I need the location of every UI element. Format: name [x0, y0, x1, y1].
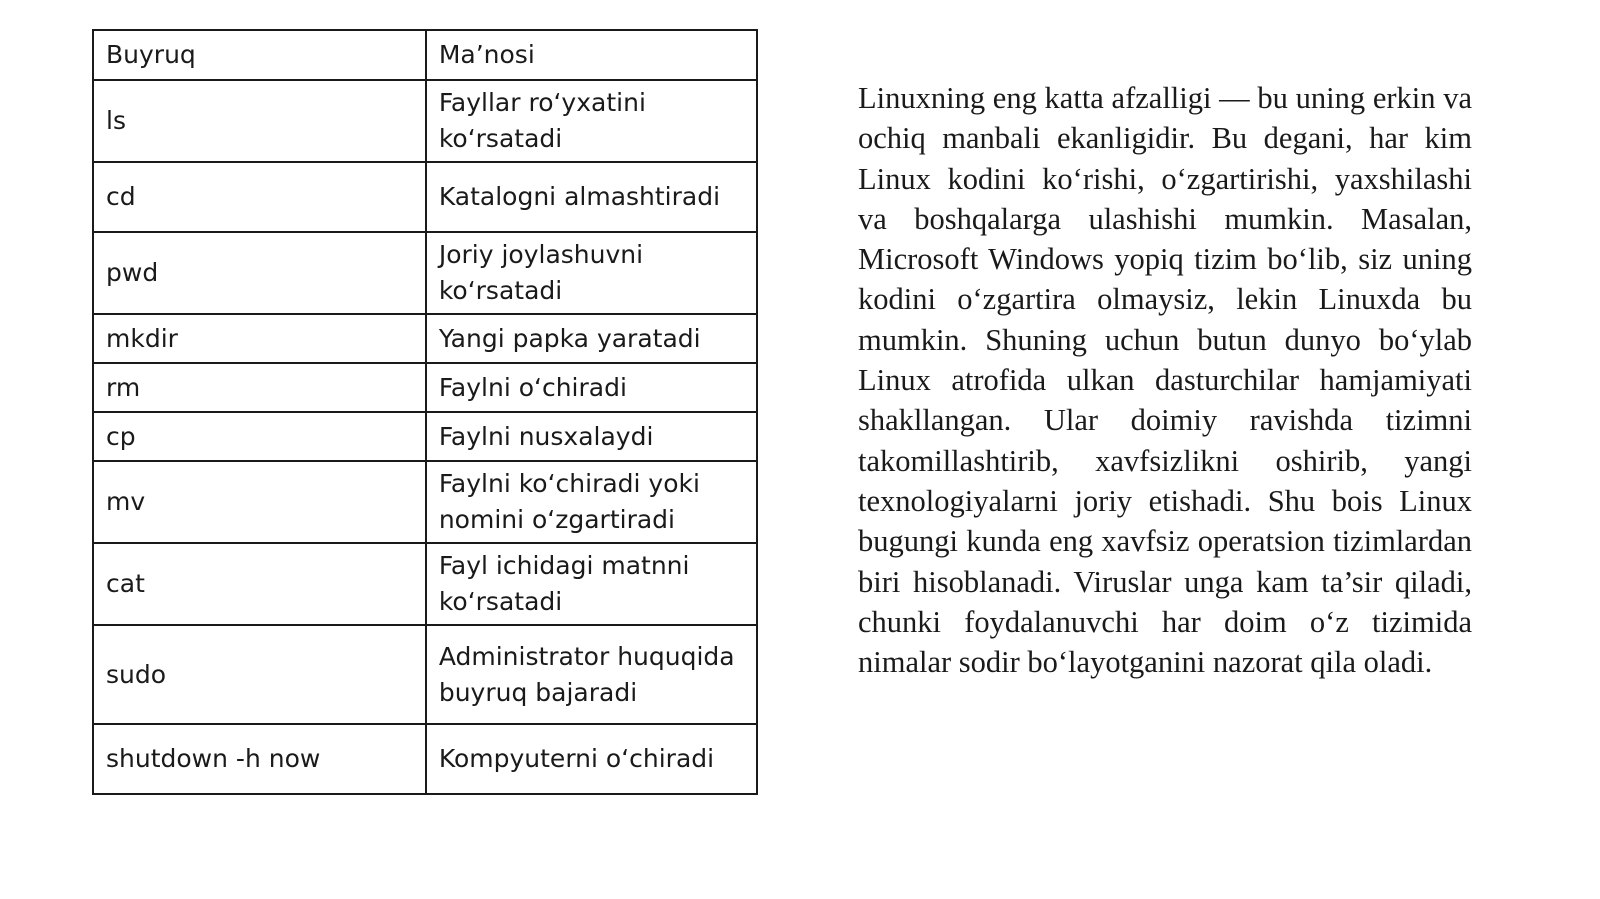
meaning-cell: Fayl ichidagi matnni ko‘rsatadi — [426, 543, 757, 625]
meaning-cell: Faylni ko‘chiradi yoki nomini o‘zgartiradi — [426, 461, 757, 543]
meaning-cell: Administrator huquqida buyruq bajaradi — [426, 625, 757, 724]
table-header-row — [93, 30, 757, 80]
command-cell: cat — [93, 543, 426, 625]
command-cell: ls — [93, 80, 426, 162]
meaning-cell: Kompyuterni o‘chiradi — [426, 724, 757, 794]
command-cell: rm — [93, 363, 426, 412]
table-row — [93, 412, 757, 461]
command-cell: mv — [93, 461, 426, 543]
meaning-cell: Fayllar ro‘yxatini ko‘rsatadi — [426, 80, 757, 162]
meaning-cell: Faylni nusxalaydi — [426, 412, 757, 461]
meaning-cell: Yangi papka yaratadi — [426, 314, 757, 363]
table-row — [93, 232, 757, 314]
table-row — [93, 80, 757, 162]
meaning-cell: Katalogni almashtiradi — [426, 162, 757, 232]
table-row — [93, 363, 757, 412]
table-row — [93, 461, 757, 543]
command-cell: pwd — [93, 232, 426, 314]
table-row — [93, 314, 757, 363]
meaning-cell: Joriy joylashuvni ko‘rsatadi — [426, 232, 757, 314]
table-row — [93, 543, 757, 625]
table-row — [93, 724, 757, 794]
command-cell: cp — [93, 412, 426, 461]
command-cell: shutdown -h now — [93, 724, 426, 794]
table-row — [93, 625, 757, 724]
header-meaning: Ma’nosi — [426, 30, 757, 80]
command-cell: cd — [93, 162, 426, 232]
meaning-cell: Faylni o‘chiradi — [426, 363, 757, 412]
commands-table — [92, 29, 758, 795]
table-row — [93, 162, 757, 232]
header-command: Buyruq — [93, 30, 426, 80]
command-cell: sudo — [93, 625, 426, 724]
command-cell: mkdir — [93, 314, 426, 363]
linux-paragraph: Linuxning eng katta afzalligi — bu uning erkin va ochiq manbali ekanligidir. Bu degani, har kim Linux kodini ko‘rishi, o‘zgartirishi, yaxshilashi va boshqalarga ulashishi mumkin. Masalan, Microsoft Windows yopiq tizim bo‘lib, siz uning kodini o‘zgartira olmaysiz, lekin Linuxda bu mumkin. Shuning uchun butun dunyo bo‘ylab Linux atrofida ulkan dasturchilar hamjamiyati shakllangan. Ular doimiy ravishda tizimni takomillashtirib, xavfsizlikni oshirib, yangi texnologiyalarni joriy etishadi. Shu bois Linux bugungi kunda eng xavfsiz operatsion tizimlardan biri hisoblanadi. Viruslar unga kam ta’sir qiladi, chunki foydalanuvchi har doim o‘z tizimida nimalar sodir bo‘layotganini nazorat qila oladi. — [858, 81, 1472, 680]
